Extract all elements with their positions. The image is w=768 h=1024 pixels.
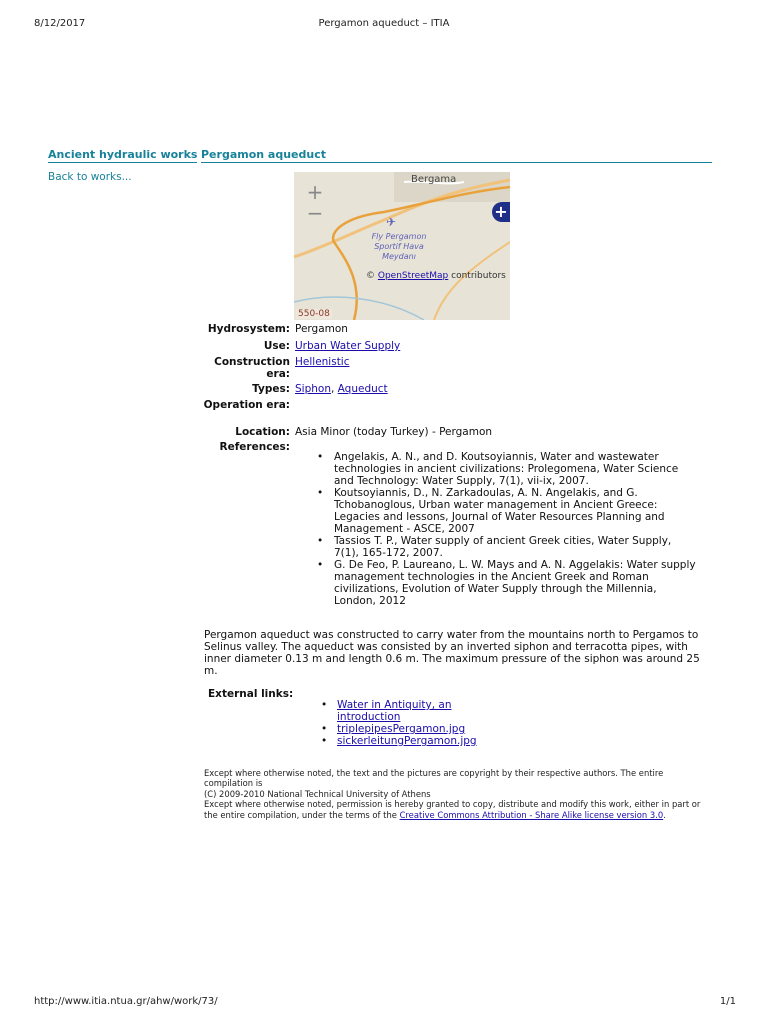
references-list	[316, 451, 696, 607]
construction-era-link[interactable]: Hellenistic	[295, 356, 350, 368]
copyright-line-2: (C) 2009-2010 National Technical University of Athens	[204, 788, 431, 799]
breadcrumb	[48, 148, 712, 162]
license-link[interactable]: Creative Commons Attribution - Share Alike license version 3.0	[399, 809, 664, 820]
location-map[interactable]	[294, 172, 510, 320]
types-value	[295, 383, 695, 395]
openstreetmap-link[interactable]: OpenStreetMap	[377, 271, 449, 281]
map-city-label: Bergama	[411, 174, 457, 185]
attribution-suffix: contributors	[451, 271, 506, 281]
attribution-prefix: ©	[366, 271, 375, 281]
use-label: Use:	[263, 340, 290, 352]
copyright-notice	[204, 768, 714, 820]
use-value	[295, 340, 695, 352]
description: Pergamon aqueduct was constructed to carry water from the mountains north to Pergamos to Selinus valley. The aqueduct was consisted by an inverted siphon and terracotta pipes, with inner diameter 0.13 m and length 0.6 m. The maximum pressure of the siphon was around 25 m.	[204, 629, 700, 677]
types-separator: ,	[330, 383, 338, 395]
breadcrumb-current-label: Pergamon aqueduct	[201, 148, 326, 161]
external-link-item	[321, 699, 501, 723]
print-url: http://www.itia.ntua.gr/ahw/work/73/	[34, 996, 218, 1007]
reference-item: • Angelakis, A. N., and D. Koutsoyiannis, Water and wastewater technologies in ancient civilizations: Prolegomena, Water Science and Technology: Water Supply, 7(1), vii-ix, 2007.	[316, 451, 696, 487]
type-link-aqueduct[interactable]: Aqueduct	[337, 383, 388, 395]
layers-icon[interactable]: +	[492, 202, 510, 222]
types-label: Types:	[252, 383, 290, 395]
location-label: Location:	[235, 426, 290, 438]
road-badge: 550-08	[298, 309, 330, 319]
operation-era-label: Operation era:	[203, 399, 290, 411]
references-label: References:	[219, 441, 290, 453]
breadcrumb-section[interactable]: Ancient hydraulic works	[48, 148, 198, 161]
back-to-works-link[interactable]: Back to works...	[48, 171, 132, 183]
print-page-number: 1/1	[719, 996, 736, 1007]
reference-item: • Tassios T. P., Water supply of ancient Greek cities, Water Supply, 7(1), 165-172, 2007.	[316, 535, 696, 559]
hydrosystem-value: Pergamon	[295, 323, 348, 335]
construction-era-label: Construction era:	[214, 356, 290, 380]
external-link-item	[321, 723, 501, 735]
zoom-out-icon[interactable]: −	[306, 201, 324, 225]
copyright-license-text: Except where otherwise noted, permission is hereby granted to copy, distribute and modify this work, either in part or the entire compilation, under the terms of the	[204, 799, 701, 820]
print-date: 8/12/2017	[34, 18, 86, 29]
map-airport-label: Fly Pergamon Sportif Hava Meydanı	[371, 232, 427, 261]
hydrosystem-label: Hydrosystem:	[207, 323, 290, 335]
external-link-triplepipes[interactable]: triplepipesPergamon.jpg	[337, 723, 466, 735]
airport-icon: ✈	[386, 215, 397, 229]
type-link-siphon[interactable]: Siphon	[295, 383, 331, 395]
construction-era-value	[295, 356, 695, 368]
reference-item: • Koutsoyiannis, D., N. Zarkadoulas, A. N. Angelakis, and G. Tchobanoglous, Urban water management in Ancient Greece: Legacies and lessons, Journal of Water Resources Planning and Management - ASCE, 2007	[316, 487, 696, 535]
copyright-end: .	[663, 809, 666, 820]
breadcrumb-current	[201, 148, 712, 163]
external-link-sickerleitung[interactable]: sickerleitungPergamon.jpg	[337, 735, 477, 747]
copyright-line-1: Except where otherwise noted, the text and the pictures are copyright by their respective authors. The entire compilation is	[204, 768, 664, 789]
map-attribution	[366, 271, 506, 281]
reference-item: • G. De Feo, P. Laureano, L. W. Mays and A. N. Aggelakis: Water supply management technologies in the Ancient Greek and Roman civilizations, Evolution of Water Supply through the Millennia, London, 2012	[316, 559, 696, 607]
external-links-label: External links:	[208, 688, 294, 700]
external-link-water-in-antiquity[interactable]: Water in Antiquity, an introduction	[337, 699, 452, 723]
use-link[interactable]: Urban Water Supply	[295, 340, 401, 352]
external-link-item	[321, 735, 501, 747]
copyright-line-3	[204, 799, 714, 820]
location-value: Asia Minor (today Turkey) - Pergamon	[295, 426, 493, 438]
zoom-in-icon[interactable]: +	[306, 180, 324, 204]
external-links-list	[321, 699, 501, 747]
print-page-title: Pergamon aqueduct – ITIA	[318, 18, 450, 29]
